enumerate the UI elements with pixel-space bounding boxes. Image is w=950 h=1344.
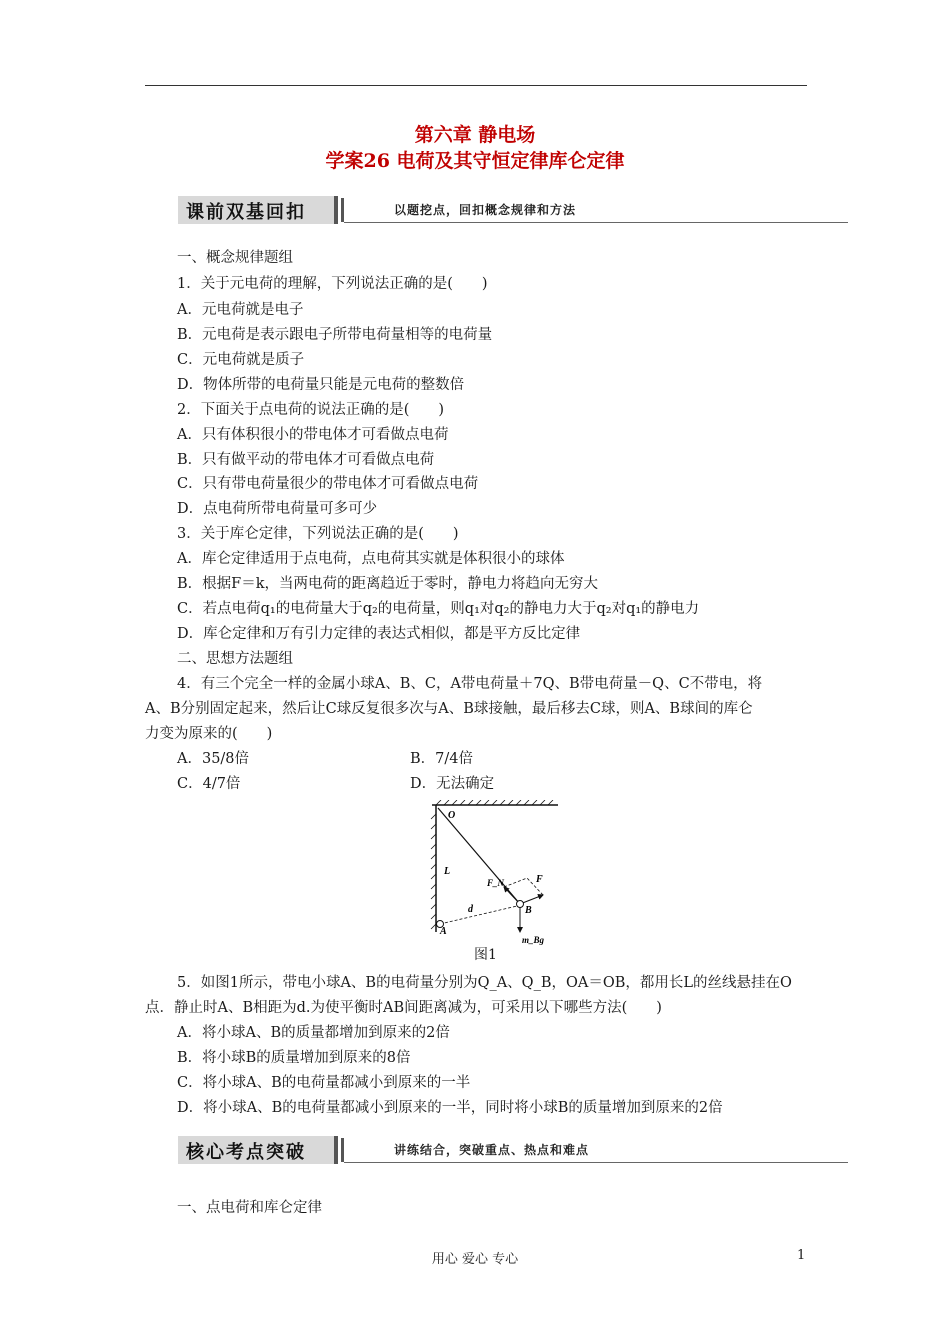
question-2: 2．下面关于点电荷的说法正确的是( ) (177, 402, 445, 418)
option-2b: B．只有做平动的带电体才可看做点电荷 (177, 452, 435, 468)
section-banner-pre-class (178, 196, 848, 226)
banner-tick (341, 1138, 344, 1162)
section-heading: 二、思想方法题组 (177, 651, 293, 667)
option-3a: A．库仑定律适用于点电荷，点电荷其实就是体积很小的球体 (177, 551, 565, 567)
pendulum-figure (428, 800, 560, 950)
label-fn: F_N (487, 878, 505, 888)
label-b: B (525, 905, 532, 916)
banner-bar (178, 1136, 338, 1164)
banner-subtitle: 以题挖点，回扣概念规律和方法 (394, 203, 577, 217)
question-1: 1．关于元电荷的理解，下列说法正确的是( ) (177, 276, 488, 292)
label-l: L (444, 866, 451, 877)
banner-label: 课前双基回扣 (186, 202, 306, 223)
label-d: d (468, 904, 473, 915)
page-number: 1 (797, 1248, 806, 1263)
banner-subtitle: 讲练结合，突破重点、热点和难点 (394, 1143, 590, 1157)
question-3: 3．关于库仑定律，下列说法正确的是( ) (177, 526, 459, 542)
option-1c: C．元电荷就是质子 (177, 352, 305, 368)
label-mg: m_Bg (522, 935, 545, 945)
banner-label: 核心考点突破 (186, 1142, 306, 1163)
option-2a: A．只有体积很小的带电体才可看做点电荷 (177, 427, 449, 443)
chapter-title: 第六章 静电场 (414, 124, 536, 146)
option-4b: B．7/4倍 (410, 751, 473, 767)
question-4-line2: A、B分别固定起来，然后让C球反复很多次与A、B球接触，最后移去C球，则A、B球间的库仑 (145, 701, 753, 717)
option-1a: A．元电荷就是电子 (177, 302, 304, 318)
banner-bar (178, 196, 338, 224)
banner-line (344, 222, 848, 223)
section-banner-core (178, 1136, 848, 1166)
option-3c: C．若点电荷q₁的电荷量大于q₂的电荷量，则q₁对q₂的静电力大于q₂对q₁的静电力 (177, 601, 700, 617)
question-5-line1: 5．如图1所示，带电小球A、B的电荷量分别为Q_A、Q_B，OA＝OB，都用长L的丝线悬挂在O (177, 975, 792, 991)
label-a: A (440, 926, 447, 937)
lesson-title: 学案26 电荷及其守恒定律库仑定律 (325, 150, 625, 172)
figure-caption: 图1 (474, 947, 497, 963)
banner-tick (341, 198, 344, 222)
option-3d: D．库仑定律和万有引力定律的表达式相似，都是平方反比定律 (177, 626, 581, 642)
option-4c: C．4/7倍 (177, 776, 241, 792)
header-rule (145, 85, 807, 86)
option-2d: D．点电荷所带电荷量可多可少 (177, 501, 378, 517)
option-4a: A．35/8倍 (177, 751, 250, 767)
option-1d: D．物体所带的电荷量只能是元电荷的整数倍 (177, 377, 465, 393)
option-2c: C．只有带电荷量很少的带电体才可看做点电荷 (177, 476, 479, 492)
option-1b: B．元电荷是表示跟电子所带电荷量相等的电荷量 (177, 327, 493, 343)
option-5d: D．将小球A、B的电荷量都减小到原来的一半，同时将小球B的质量增加到原来的2倍 (177, 1100, 723, 1116)
section-heading: 一、概念规律题组 (177, 250, 293, 266)
section-heading: 一、点电荷和库仑定律 (177, 1200, 322, 1216)
label-o: O (448, 810, 456, 821)
question-5-line2: 点．静止时A、B相距为d.为使平衡时AB间距离减为，可采用以下哪些方法( ) (145, 1000, 662, 1016)
banner-line (344, 1162, 848, 1163)
option-5a: A．将小球A、B的质量都增加到原来的2倍 (177, 1025, 450, 1041)
option-5c: C．将小球A、B的电荷量都减小到原来的一半 (177, 1075, 471, 1091)
option-3b: B．根据F＝k，当两电荷的距离趋近于零时，静电力将趋向无穷大 (177, 576, 599, 592)
option-5b: B．将小球B的质量增加到原来的8倍 (177, 1050, 411, 1066)
option-4d: D．无法确定 (410, 776, 495, 792)
question-4-line3: 力变为原来的( ) (145, 726, 273, 742)
question-4-line1: 4．有三个完全一样的金属小球A、B、C，A带电荷量＋7Q、B带电荷量－Q、C不带电，将 (177, 676, 763, 692)
label-f: F (536, 874, 543, 885)
footer-text: 用心 爱心 专心 (431, 1252, 519, 1267)
